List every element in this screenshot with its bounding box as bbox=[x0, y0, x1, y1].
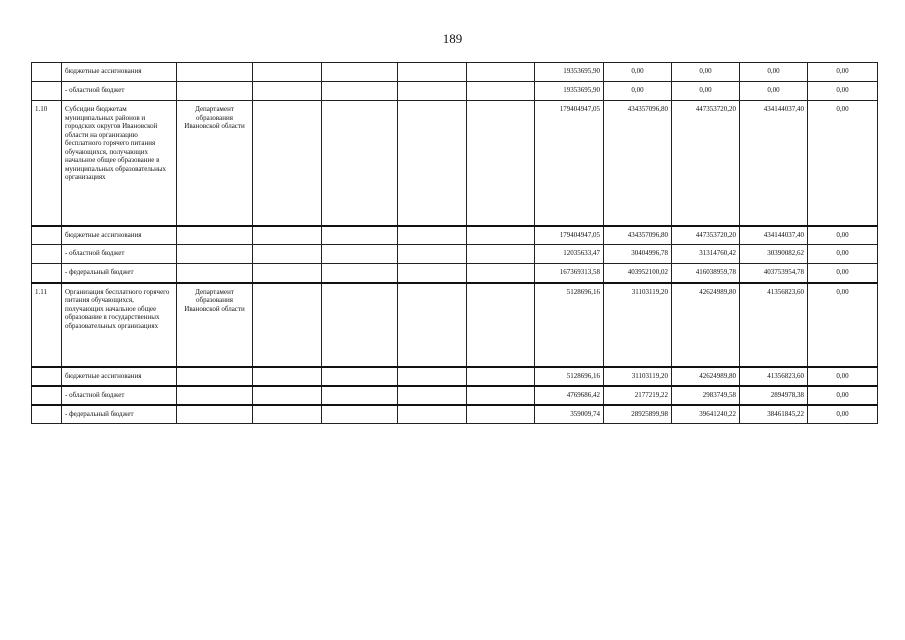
empty-cell bbox=[253, 101, 322, 226]
empty-cell bbox=[253, 245, 322, 264]
executor-cell bbox=[177, 386, 253, 405]
row-number-cell bbox=[32, 82, 62, 101]
table-row bbox=[32, 386, 878, 405]
budget-table bbox=[31, 62, 878, 424]
value-cell: 434144037,40 bbox=[740, 101, 808, 226]
executor-cell: Департамент образования Ивановской области bbox=[177, 283, 253, 367]
value-cell: 2177219,22 bbox=[604, 386, 672, 405]
value-cell: 12035633,47 bbox=[535, 245, 604, 264]
value-cell: 0,00 bbox=[808, 82, 878, 101]
empty-cell bbox=[253, 63, 322, 82]
empty-cell bbox=[467, 264, 535, 283]
empty-cell bbox=[467, 82, 535, 101]
empty-cell bbox=[253, 367, 322, 386]
row-name-cell: бюджетные ассигнования bbox=[62, 226, 177, 245]
row-name-cell: - федеральный бюджет bbox=[62, 264, 177, 283]
empty-cell bbox=[398, 82, 467, 101]
empty-cell bbox=[322, 63, 398, 82]
value-cell: 0,00 bbox=[808, 101, 878, 226]
value-cell: 5128696,16 bbox=[535, 367, 604, 386]
empty-cell bbox=[398, 245, 467, 264]
executor-cell: Департамент образования Ивановской области bbox=[177, 101, 253, 226]
row-number-cell: 1.11 bbox=[32, 283, 62, 367]
empty-cell bbox=[398, 386, 467, 405]
executor-cell bbox=[177, 63, 253, 82]
value-cell: 403753954,78 bbox=[740, 264, 808, 283]
executor-cell bbox=[177, 82, 253, 101]
row-number-cell bbox=[32, 264, 62, 283]
value-cell: 39641240,22 bbox=[672, 405, 740, 424]
value-cell: 30390082,62 bbox=[740, 245, 808, 264]
empty-cell bbox=[253, 386, 322, 405]
value-cell: 0,00 bbox=[808, 283, 878, 367]
value-cell: 4769686,42 bbox=[535, 386, 604, 405]
value-cell: 0,00 bbox=[808, 226, 878, 245]
value-cell: 31103119,20 bbox=[604, 367, 672, 386]
empty-cell bbox=[253, 283, 322, 367]
value-cell: 42624989,80 bbox=[672, 283, 740, 367]
table-row bbox=[32, 82, 878, 101]
value-cell: 19353695,90 bbox=[535, 82, 604, 101]
value-cell: 167369313,58 bbox=[535, 264, 604, 283]
value-cell: 0,00 bbox=[672, 63, 740, 82]
value-cell: 0,00 bbox=[740, 63, 808, 82]
value-cell: 359009,74 bbox=[535, 405, 604, 424]
table-row bbox=[32, 245, 878, 264]
value-cell: 5128696,16 bbox=[535, 283, 604, 367]
row-name-cell: бюджетные ассигнования bbox=[62, 367, 177, 386]
value-cell: 0,00 bbox=[808, 386, 878, 405]
value-cell: 0,00 bbox=[604, 63, 672, 82]
table-row bbox=[32, 63, 878, 82]
row-number-cell bbox=[32, 367, 62, 386]
empty-cell bbox=[398, 283, 467, 367]
value-cell: 41356823,60 bbox=[740, 283, 808, 367]
value-cell: 41356823,60 bbox=[740, 367, 808, 386]
value-cell: 0,00 bbox=[808, 63, 878, 82]
value-cell: 0,00 bbox=[808, 264, 878, 283]
row-name-cell: - областной бюджет bbox=[62, 386, 177, 405]
executor-cell bbox=[177, 245, 253, 264]
row-number-cell bbox=[32, 63, 62, 82]
value-cell: 42624989,80 bbox=[672, 367, 740, 386]
empty-cell bbox=[467, 226, 535, 245]
value-cell: 403952100,02 bbox=[604, 264, 672, 283]
value-cell: 447353720,20 bbox=[672, 101, 740, 226]
empty-cell bbox=[467, 367, 535, 386]
executor-cell bbox=[177, 264, 253, 283]
value-cell: 447353720,20 bbox=[672, 226, 740, 245]
value-cell: 0,00 bbox=[808, 367, 878, 386]
value-cell: 2894978,38 bbox=[740, 386, 808, 405]
value-cell: 19353695,90 bbox=[535, 63, 604, 82]
page-number: 189 bbox=[442, 31, 463, 46]
value-cell: 434144037,40 bbox=[740, 226, 808, 245]
empty-cell bbox=[322, 264, 398, 283]
value-cell: 179404947,05 bbox=[535, 226, 604, 245]
empty-cell bbox=[467, 386, 535, 405]
value-cell: 31314760,42 bbox=[672, 245, 740, 264]
table-row bbox=[32, 226, 878, 245]
table-row bbox=[32, 264, 878, 283]
empty-cell bbox=[322, 245, 398, 264]
empty-cell bbox=[398, 226, 467, 245]
empty-cell bbox=[398, 405, 467, 424]
row-name-cell: - федеральный бюджет bbox=[62, 405, 177, 424]
empty-cell bbox=[322, 405, 398, 424]
row-number-cell bbox=[32, 386, 62, 405]
empty-cell bbox=[253, 226, 322, 245]
executor-cell bbox=[177, 367, 253, 386]
value-cell: 434357096,80 bbox=[604, 101, 672, 226]
value-cell: 0,00 bbox=[808, 245, 878, 264]
empty-cell bbox=[322, 386, 398, 405]
value-cell: 0,00 bbox=[808, 405, 878, 424]
value-cell: 0,00 bbox=[604, 82, 672, 101]
empty-cell bbox=[467, 283, 535, 367]
empty-cell bbox=[398, 264, 467, 283]
empty-cell bbox=[253, 264, 322, 283]
row-name-cell: - областной бюджет bbox=[62, 82, 177, 101]
row-name-cell: - областной бюджет bbox=[62, 245, 177, 264]
row-name-cell: бюджетные ассигнования bbox=[62, 63, 177, 82]
empty-cell bbox=[322, 283, 398, 367]
empty-cell bbox=[398, 101, 467, 226]
row-number-cell bbox=[32, 405, 62, 424]
empty-cell bbox=[467, 245, 535, 264]
value-cell: 0,00 bbox=[740, 82, 808, 101]
value-cell: 38461845,22 bbox=[740, 405, 808, 424]
empty-cell bbox=[322, 82, 398, 101]
row-name-cell: Субсидии бюджетам муниципальных районов и городских округов Ивановской области на организацию бесплатного горячего питания обучающихся, получающих начальное общее образование в муниципальных образовательных организациях bbox=[62, 101, 177, 226]
value-cell: 0,00 bbox=[672, 82, 740, 101]
empty-cell bbox=[467, 405, 535, 424]
value-cell: 31103119,20 bbox=[604, 283, 672, 367]
row-number-cell: 1.10 bbox=[32, 101, 62, 226]
row-number-cell bbox=[32, 226, 62, 245]
table-row bbox=[32, 367, 878, 386]
value-cell: 28925899,98 bbox=[604, 405, 672, 424]
executor-cell bbox=[177, 405, 253, 424]
value-cell: 416038959,78 bbox=[672, 264, 740, 283]
empty-cell bbox=[322, 367, 398, 386]
empty-cell bbox=[467, 63, 535, 82]
empty-cell bbox=[398, 63, 467, 82]
value-cell: 30404996,78 bbox=[604, 245, 672, 264]
row-name-cell: Организация бесплатного горячего питания обучающихся, получающих начальное общее образование в государственных образовательных организациях bbox=[62, 283, 177, 367]
table-row bbox=[32, 405, 878, 424]
empty-cell bbox=[253, 82, 322, 101]
empty-cell bbox=[322, 101, 398, 226]
value-cell: 179404947,05 bbox=[535, 101, 604, 226]
empty-cell bbox=[253, 405, 322, 424]
value-cell: 2983749,58 bbox=[672, 386, 740, 405]
empty-cell bbox=[398, 367, 467, 386]
executor-cell bbox=[177, 226, 253, 245]
table-row bbox=[32, 101, 878, 226]
empty-cell bbox=[322, 226, 398, 245]
empty-cell bbox=[467, 101, 535, 226]
row-number-cell bbox=[32, 245, 62, 264]
value-cell: 434357096,80 bbox=[604, 226, 672, 245]
table-row bbox=[32, 283, 878, 367]
